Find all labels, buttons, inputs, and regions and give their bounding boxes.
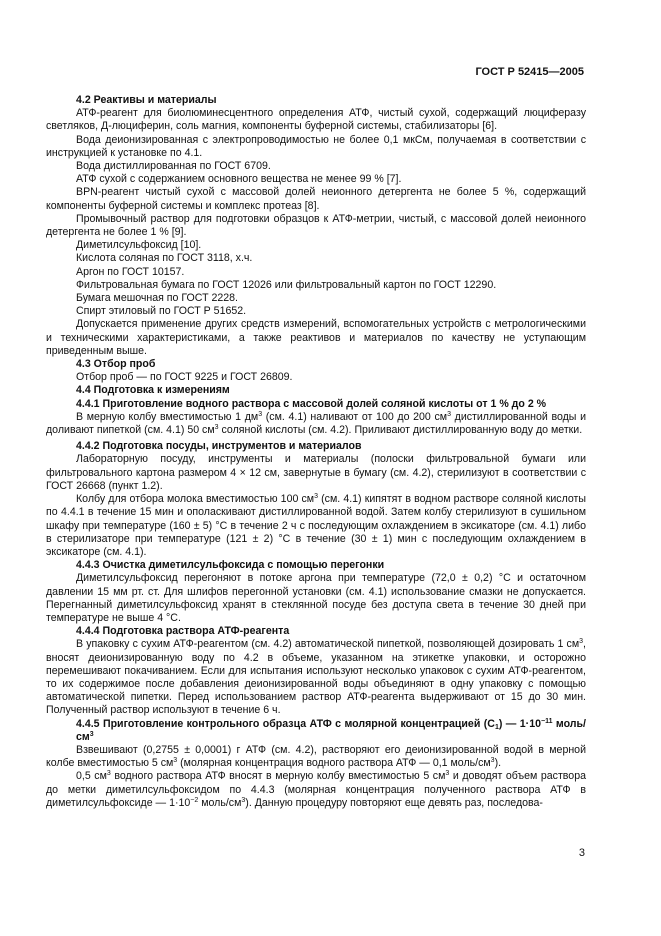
paragraph: Спирт этиловый по ГОСТ Р 51652.	[76, 305, 247, 318]
paragraph: Промывочный раствор для подготовки образцов к АТФ-метрии, чистый, с массовой долей неионного детергента не более 1 % [9].	[46, 212, 586, 239]
paragraph: В мерную колбу вместимостью 1 $дм^3$ (см. 4.1) наливают от 100 до 200 $см^3$ дистиллированной воды и доливают пипеткой (см. 4.1) 50 $см^3$ соляной кислоты (см. 4.2). Приливают дистиллированную воду до метки.	[46, 410, 586, 437]
section-4-4-2-heading: 4.4.2 Подготовка посуды, инструментов и материалов	[76, 440, 362, 453]
paragraph: АТФ сухой с содержанием основного вещества не менее 99 % [7].	[76, 173, 402, 186]
paragraph: Диметилсульфоксид [10].	[76, 239, 202, 252]
paragraph: Вода дистиллированная по ГОСТ 6709.	[76, 160, 271, 173]
paragraph: Взвешивают (0,2755 ± 0,0001) г АТФ (см. 4.2), растворяют его деионизированной водой в мерной колбе вместимостью 5 $см^3$ (молярная концентрация водного раствора АТФ — 0,1 моль/$см^3$).	[46, 743, 586, 770]
section-4-4-heading: 4.4 Подготовка к измерениям	[76, 384, 230, 397]
document-body	[46, 94, 586, 810]
paragraph: АТФ-реагент для биолюминесцентного определения АТФ, чистый сухой, содержащий люциферазу светляков, Д-люциферин, соль магния, компоненты буферной системы, стабилизаторы [6].	[46, 107, 586, 133]
section-4-3-heading: 4.3 Отбор проб	[76, 358, 156, 371]
paragraph: Допускается применение других средств измерений, вспомогательных устройств с метрологическими и техническими характеристиками, а также реактивов и материалов по качеству не уступающим приведенным выше.	[46, 318, 586, 357]
section-4-4-5-heading: 4.4.5 Приготовление контрольного образца АТФ с молярной концентрацией $(C_1)$ — $1\cdot 10^{-11}$ моль/$см^3$	[76, 717, 586, 743]
paragraph: Колбу для отбора молока вместимостью 100 $см^3$ (см. 4.1) кипятят в водном растворе соляной кислоты по 4.4.1 в течение 15 мин и ополаскивают дистиллированной водой. Затем колбу стерилизуют в сушильном шкафу при температуре (160 ± 5) °С в течение 2 ч с последующим охлаждением в эксикаторе (см. 4.1) либо в стерилизаторе при температуре (121 ± 2) °С в течение (30 ± 1) мин с последующим охлаждением в эксикаторе (см. 4.1).	[46, 493, 586, 558]
paragraph: Бумага мешочная по ГОСТ 2228.	[76, 292, 238, 305]
section-4-4-3-heading: 4.4.3 Очистка диметилсульфоксида с помощью перегонки	[76, 559, 385, 572]
paragraph: Фильтровальная бумага по ГОСТ 12026 или фильтровальный картон по ГОСТ 12290.	[76, 278, 497, 291]
paragraph: Лабораторную посуду, инструменты и материалы (полоски фильтровальной бумаги или фильтровального картона размером 4 × 12 см, завернутые в бумагу (см. 4.2), стерилизуют в соответствии с ГОСТ 26668 (пункт 1.2).	[46, 453, 586, 492]
paragraph: BPN-реагент чистый сухой с массовой долей неионного детергента не более 5 %, содержащий компоненты буферной системы и комплекс протеаз [8].	[46, 186, 586, 212]
paragraph: 0,5 $см^3$ водного раствора АТФ вносят в мерную колбу вместимостью 5 $см^3$ и доводят объем раствора до метки диметилсульфоксидом по 4.4.3 (молярная концентрация полученного раствора АТФ в диметилсульфоксиде — $1\cdot 10^{-2}$ моль/$см^3$). Данную процедуру повторяют еще девять раз, последова-	[46, 770, 586, 809]
paragraph: Вода деионизированная с электропроводимостью не более 0,1 мкСм, получаемая в соответствии с инструкцией к установке по 4.1.	[46, 133, 586, 159]
paragraph: Диметилсульфоксид перегоняют в потоке аргона при температуре (72,0 ± 0,2) °С и остаточном давлении 15 мм рт. ст. Для шлифов перегонной установки (см. 4.1) использование смазки не допускается. Перегнанный диметилсульфоксид хранят в стеклянной посуде без доступа света в течение 30 дней при температуре не выше 4 °С.	[46, 572, 586, 624]
paragraph: В упаковку с сухим АТФ-реагентом (см. 4.2) автоматической пипеткой, позволяющей дозировать 1 $см^3$, вносят деионизированную воду по 4.2 в объеме, указанном на этикетке упаковки, и осторожно перемешивают покачиванием. Если для испытания используют несколько упаковок с сухим АТФ-реагентом, то их содержимое после добавления деионизированной воды объединяют в одну упаковку с помощью автоматической пипетки. Перед использованием раствор АТФ-реагента выдерживают от 15 до 30 мин. Полученный раствор используют в течение 6 ч.	[46, 638, 586, 717]
section-4-2-heading: 4.2 Реактивы и материалы	[76, 94, 217, 106]
paragraph: Отбор проб — по ГОСТ 9225 и ГОСТ 26809.	[76, 371, 293, 384]
page-number: 3	[578, 847, 585, 859]
paragraph: Аргон по ГОСТ 10157.	[76, 265, 185, 278]
paragraph: Кислота соляная по ГОСТ 3118, х.ч.	[76, 252, 253, 265]
section-4-4-4-heading: 4.4.4 Подготовка раствора АТФ-реагента	[76, 625, 290, 638]
document-header: ГОСТ Р 52415—2005	[475, 66, 584, 78]
section-4-4-1-heading: 4.4.1 Приготовление водного раствора с массовой долей соляной кислоты от 1 % до 2 %	[76, 397, 547, 410]
